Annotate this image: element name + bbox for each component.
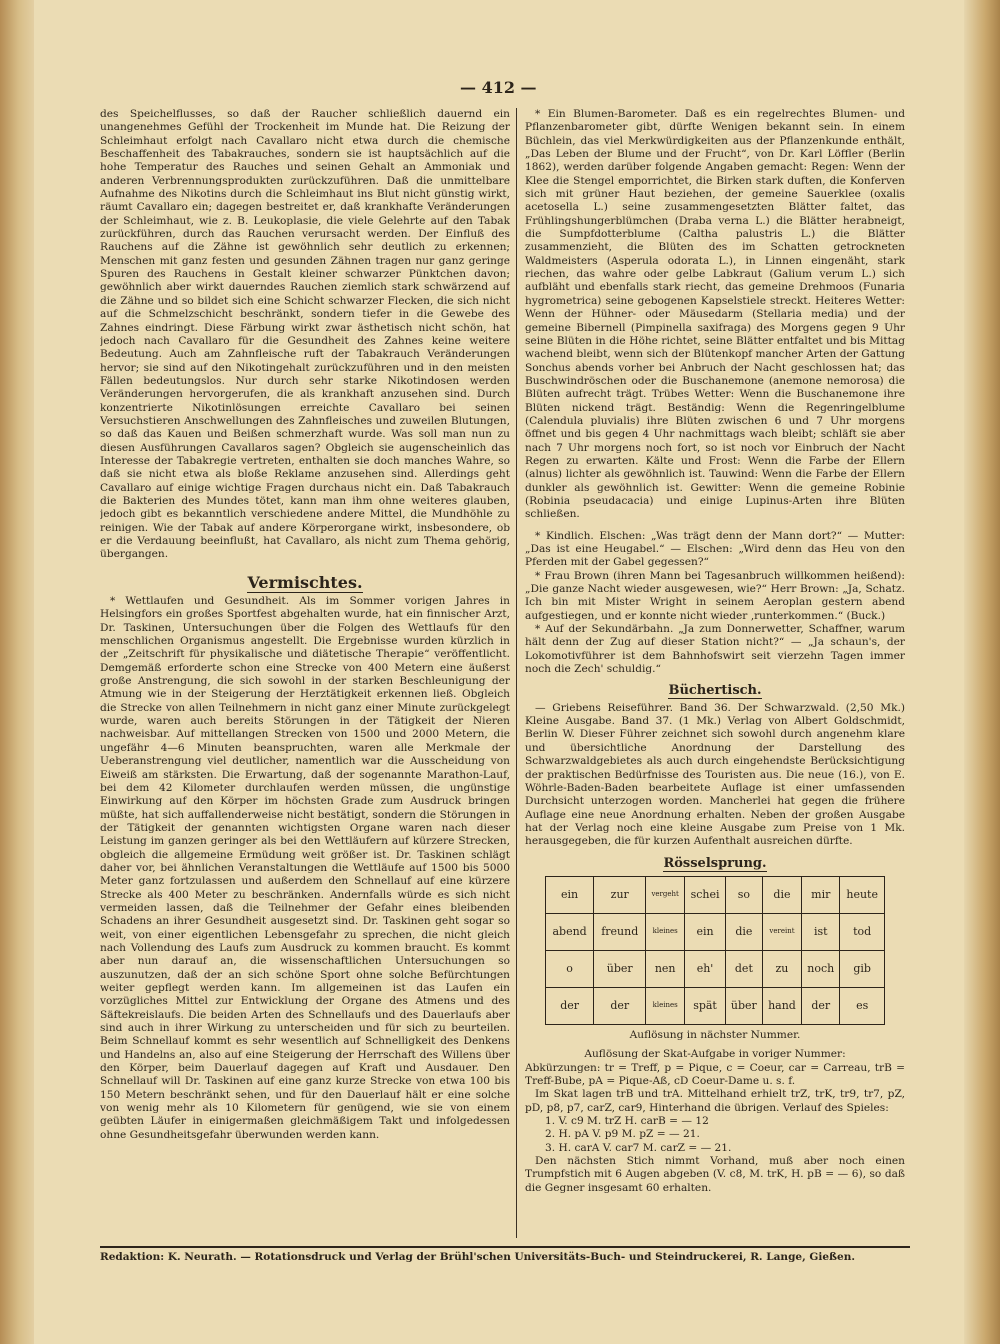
puzzle-row <box>546 950 885 987</box>
puzzle-cell: det <box>725 950 762 987</box>
skat-title: Auflösung der Skat-Aufgabe in voriger Nummer: <box>584 1048 846 1061</box>
skat-move-1: 1. V. c9 M. trZ H. carB = — 12 <box>545 1114 709 1127</box>
section-heading-vermischtes: Vermischtes. <box>247 572 363 592</box>
puzzle-cell: vereint <box>762 913 801 950</box>
puzzle-cell: über <box>725 987 762 1024</box>
article-tobacco-continued: des Speichelflusses, so daß der Raucher schließlich dauernd ein unangenehmes Gefühl der Trockenheit im Munde hat. Die Reizung der Schleimhaut erfolgt nach Cavallaro nicht etwa durch die chemische Beschaffenheit des Tabakrauches, sondern sie ist hauptsächlich auf die hohe Temperatur des Rauches und seinen Gehalt an Ammoniak und anderen Verbrennungsprodukten zurückzuführen. Daß die unmittelbare Aufnahme des Nikotins durch die Schleimhaut ins Blut nicht günstig wirkt, räumt Cavallaro ein; dagegen bestreitet er, daß krankhafte Veränderungen der Schleimhaut, wie z. B. Leukoplasie, die viele Gelehrte auf den Tabak zurückführen, durch das Rauchen verursacht werden. Der Einfluß des Rauchens auf die Zähne ist gewöhnlich sehr deutlich zu erkennen; Menschen mit ganz festen und gesunden Zähnen tragen nur ganz geringe Spuren des Rauchens in Gestalt kleiner schwarzer Pünktchen davon; gewöhnlich aber wirkt dauerndes Rauchen ziemlich stark schwärzend auf die Zähne und so bildet sich eine Schicht schwarzer Flecken, die sich nicht auf die Schmelzschicht beschränkt, sondern tiefer in die Gewebe des Zahnes eindringt. Diese Färbung wirkt zwar ästhetisch nicht schön, hat jedoch nach Cavallaro für die Gesundheit des Zahnes keine weitere Bedeutung. Auch am Zahnfleische ruft der Tabakrauch Veränderungen hervor; sie sind auf den Nikotingehalt zurückzuführen und in den meisten Fällen bedeutungslos. Nur durch sehr starke Nikotindosen werden Veränderungen hervorgerufen, die als krankhaft anzusehen sind. Durch konzentrierte Nikotinlösungen erreichte Cavallaro bei seinen Versuchstieren Anschwellungen des Zahnfleisches und zuweilen Blutungen, so daß das Kauen und Beißen schmerzhaft wurde. Was soll man nun zu diesen Ausführungen Cavallaros sagen? Obgleich sie augenscheinlich das Interesse der Tabakregie vertreten, enthalten sie doch manches Wahre, so daß sie nicht etwa als bloße Reklame anzusehen sind. Allerdings geht Cavallaro auf einige wichtige Fragen durchaus nicht ein. Daß Tabakrauch die Bakterien des Mundes tötet, kann man ihm ohne weiteres glauben, jedoch gibt es bekanntlich verschiedene andere Mittel, die Mundhöhle zu reinigen. Wie der Tabak auf andere Körperorgane wirkt, insbesondere, ob er die Verdauung beeinflußt, hat Cavallaro, als nicht zum Thema gehörig, übergangen. <box>100 108 510 561</box>
puzzle-cell: kleines <box>646 987 685 1024</box>
puzzle-cell: über <box>594 950 646 987</box>
article-running-health: * Wettlaufen und Gesundheit. Als im Sommer vorigen Jahres in Helsingfors ein großes Sportfest abgehalten wurde, hat ein finnischer Arzt, Dr. Taskinen, Untersuchungen über die Folgen des Wettlaufs für den menschlichen Organismus angestellt. Die Ergebnisse wurden kürzlich in der „Zeitschrift für physikalische und diätetische Therapie“ veröffentlicht. Demgemäß erforderte schon eine Strecke von 400 Metern eine äußerst große Anstrengung, die sich sowohl in der starken Beschleunigung der Atmung wie in der Steigerung der Herztätigkeit erkennen ließ. Obgleich die Strecke von allen Teilnehmern in nicht ganz einer Minute zurückgelegt wurde, waren auch bereits Störungen in der Tätigkeit der Nieren nachweisbar. Auf mittellangen Strecken von 1500 und 2000 Metern, die ungefähr 4—6 Minuten beanspruchten, waren alle Merkmale der Ueberanstrengung viel deutlicher, namentlich war die Ausscheidung von Eiweiß am stärksten. Die Erwartung, daß der sogenannte Marathon-Lauf, bei dem 42 Kilometer durchlaufen werden müssen, die ungünstige Einwirkung auf den Körper im höchsten Grade zum Ausdruck bringen müßte, hat sich auffallenderweise nicht bestätigt, sondern die Störungen in der Tätigkeit der genannten wichtigsten Organe waren nach dieser Leistung im ganzen geringer als bei den Wettläufern auf kürzere Strecken, obgleich die allgemeine Ermüdung weit größer ist. Dr. Taskinen schlägt daher vor, bei ähnlichen Veranstaltungen die Wettläufe auf 1500 bis 5000 Meter ganz fortzulassen und außerdem den Schnellauf auf eine kürzere Strecke als 400 Meter zu beschränken. Andernfalls würde es sich nicht vermeiden lassen, daß die Teilnehmer der Gefahr eines bleibenden Schadens an ihrer Gesundheit ausgesetzt sind. Dr. Taskinen geht sogar so weit, von einer eigentlichen Lebensgefahr zu sprechen, die nicht gleich nach Vollendung des Laufs zum Ausdruck zu kommen braucht. Es kommt aber nun darauf an, die wissenschaftlichen Untersuchungen so auszunutzen, daß der an sich schöne Sport ohne solche Befürchtungen weiter gepflegt werden kann. Im allgemeinen ist das Laufen ein vorzügliches Mittel zur Entwicklung der Organe des Atmens und des Säftekreislaufs. Die beiden Arten des Schnellaufs und des Dauerlaufs aber sind auch in ihrer Wirkung zu unterscheiden und für sich zu beurteilen. Beim Schnellauf kommt es sehr wesentlich auf Schnelligkeit des Denkens und Handelns an, also auf eine Steigerung der Herrschaft des Willens über den Körper, beim Dauerlauf dagegen auf Kraft und Ausdauer. Den Schnellauf will Dr. Taskinen auf eine ganz kurze Strecke von etwa 100 bis 150 Metern beschränkt sehen, und für den Dauerlauf hält er eine solche von wenig mehr als 10 Kilometern für genügend, wie sie von einem geübten Läufer in einigermaßen gleichmäßigem Takt und infolgedessen ohne Gesundheitsgefahr überwunden werden kann. <box>100 595 510 1141</box>
page-edge <box>964 0 1000 1344</box>
puzzle-cell: spät <box>685 987 726 1024</box>
skat-solution <box>525 1048 905 1195</box>
book-spine <box>0 0 34 1344</box>
puzzle-cell: ist <box>802 913 840 950</box>
article-flower-barometer: * Ein Blumen-Barometer. Daß es ein regelrechtes Blumen- und Pflanzenbarometer gibt, dürfte Wenigen bekannt sein. In einem Büchlein, das viel Merkwürdigkeiten aus der Pflanzenkunde enthält, „Das Leben der Blume und der Frucht“, von Dr. Karl Löffler (Berlin 1862), werden darüber folgende Angaben gemacht: Regen: Wenn der Klee die Stengel emporrichtet, die Birken stark duften, die Konferven sich mit grüner Haut beziehen, der gemeine Sauerklee (oxalis acetosella L.) seine zusammengesetzten Blätter faltet, das Frühlingshungerblümchen (Draba verna L.) die Blätter herabneigt, die Sumpfdotterblume (Caltha palustris L.) die Blätter zusammenzieht, die Blüten des im Schatten getrockneten Waldmeisters (Asperula odorata L.), in Linnen eingenäht, stark riechen, das wahre oder gelbe Labkraut (Galium verum L.) sich aufbläht und ebenfalls stark riecht, das gemeine Drehmoos (Funaria hygrometrica) seine gebogenen Kapselstiele streckt. Heiteres Wetter: Wenn der Hühner- oder Mäusedarm (Stellaria media) und der gemeine Bibernell (Pimpinella saxifraga) des Morgens gegen 9 Uhr seine Blüten in die Höhe richtet, seine Blätter entfaltet und bis Mittag wachend bleibt, wenn sich der Blütenkopf mancher Arten der Gattung Sonchus abends vorher bei Anbruch der Nacht geschlossen hat; das Buschwindröschen oder die Buschanemone (anemone nemorosa) die Blüten aufrecht trägt. Trübes Wetter: Wenn die Buschanemone ihre Blüten nickend trägt. Beständig: Wenn die Regenringelblume (Calendula pluvialis) ihre Blüten zwischen 6 und 7 Uhr morgens öffnet und bis gegen 4 Uhr nachmittags wach bleibt; schläft sie aber nach 7 Uhr morgens noch fort, so ist noch vor Einbruch der Nacht Regen zu erwarten. Kälte und Frost: Wenn die Farbe der Ellern (alnus) lichter als gewöhnlich ist. Tauwind: Wenn die Farbe der Ellern dunkler als gewöhnlich ist. Gewitter: Wenn die gemeine Robinie (Robinia pseudacacia) und einige Lupinus-Arten ihre Blüten schließen. <box>525 108 905 521</box>
puzzle-cell: die <box>762 876 801 913</box>
skat-move-3: 3. H. carA V. car7 M. carZ = — 21. <box>545 1141 732 1154</box>
puzzle-row <box>546 913 885 950</box>
puzzle-cell: schei <box>685 876 726 913</box>
puzzle-cell: so <box>725 876 762 913</box>
puzzle-cell: hand <box>762 987 801 1024</box>
puzzle-cell: zur <box>594 876 646 913</box>
puzzle-cell: der <box>546 987 594 1024</box>
puzzle-row <box>546 987 885 1024</box>
book-review-grieben: — Griebens Reiseführer. Band 36. Der Schwarzwald. (2,50 Mk.) Kleine Ausgabe. Band 37. (1 Mk.) Verlag von Albert Goldschmidt, Berlin W. Dieser Führer zeichnet sich sowohl durch angenehm klare und übersichtliche Anordnung der Darstellung des Schwarzwaldgebietes als auch durch eingehendste Berücksichtigung der praktischen Bedürfnisse des Touristen aus. Die neue (16.), von E. Wöhrle-Baden-Baden bearbeitete Auflage ist einer umfassenden Durchsicht unterzogen worden. Mancherlei hat gegen die frühere Auflage eine neue Anordnung erhalten. Neben der großen Ausgabe hat der Verlag noch eine kleine Ausgabe zum Preise von 1 Mk. herausgegeben, die für kurzen Aufenthalt ausreichen dürfte. <box>525 701 905 848</box>
skat-setup: Im Skat lagen trB und trA. Mittelhand erhielt trZ, trK, tr9, tr7, pZ, pD, p8, p7, carZ, car9, Hinterhand die übrigen. Verlauf des Spieles: <box>525 1088 905 1114</box>
skat-abbreviations: Abkürzungen: tr = Treff, p = Pique, c = Coeur, car = Carreau, trB = Treff-Bube, pA = Pique-Aß, cD Coeur-Dame u. s. f. <box>525 1061 905 1087</box>
puzzle-cell: der <box>802 987 840 1024</box>
puzzle-cell: die <box>725 913 762 950</box>
puzzle-cell: freund <box>594 913 646 950</box>
puzzle-cell: zu <box>762 950 801 987</box>
page-number: — 412 — <box>460 78 537 97</box>
puzzle-cell: der <box>594 987 646 1024</box>
imprint-footer: Redaktion: K. Neurath. — Rotationsdruck und Verlag der Brühl'schen Universitäts-Buch- und Steindruckerei, R. Lange, Gießen. <box>100 1246 910 1263</box>
puzzle-cell: nen <box>646 950 685 987</box>
puzzle-cell: es <box>840 987 885 1024</box>
puzzle-cell: abend <box>546 913 594 950</box>
puzzle-cell: mir <box>802 876 840 913</box>
joke-frau-brown: * Frau Brown (ihren Mann bei Tagesanbruch willkommen heißend): „Die ganze Nacht wieder ausgewesen, wie?“ Herr Brown: „Ja, Schatz. Ich bin mit Mister Wright in seinem Aeroplan gestern abend aufgestiegen, und er konnte nicht wieder ‚runterkommen.“ (Buck.) <box>525 569 905 622</box>
puzzle-cell: gib <box>840 950 885 987</box>
puzzle-cell: eh' <box>685 950 726 987</box>
puzzle-cell: ein <box>685 913 726 950</box>
puzzle-cell: ein <box>546 876 594 913</box>
column-divider <box>516 108 517 1238</box>
roesselsprung-grid <box>545 876 885 1025</box>
right-column <box>525 108 905 1236</box>
joke-sekundaerbahn: * Auf der Sekundärbahn. „Ja zum Donnerwetter, Schaffner, warum hält denn der Zug auf dieser Station nicht?“ — „Ja schaun's, der Lokomotivführer ist dem Bahnhofswirt seit vierzehn Tagen immer noch die Zech' schuldig.“ <box>525 623 905 676</box>
puzzle-cell: kleines <box>646 913 685 950</box>
puzzle-cell: vergeht <box>646 876 685 913</box>
skat-conclusion: Den nächsten Stich nimmt Vorhand, muß aber noch einen Trumpfstich mit 6 Augen abgeben (V. c8, M. trK, H. pB = — 6), so daß die Gegner insgesamt 60 erhalten. <box>525 1155 905 1194</box>
puzzle-cell: tod <box>840 913 885 950</box>
section-heading-roesselsprung: Rösselsprung. <box>663 855 767 871</box>
puzzle-caption: Auflösung in nächster Nummer. <box>629 1028 801 1041</box>
skat-move-2: 2. H. pA V. p9 M. pZ = — 21. <box>545 1128 700 1141</box>
section-heading-buechertisch: Büchertisch. <box>668 683 762 699</box>
puzzle-row <box>546 876 885 913</box>
left-column <box>100 108 510 1236</box>
joke-kindlich: * Kindlich. Elschen: „Was trägt denn der Mann dort?“ — Mutter: „Das ist eine Heugabel.“ — Elschen: „Wird denn das Heu von den Pferden mit der Gabel gegessen?“ <box>525 529 905 569</box>
puzzle-cell: heute <box>840 876 885 913</box>
puzzle-cell: noch <box>802 950 840 987</box>
puzzle-cell: o <box>546 950 594 987</box>
